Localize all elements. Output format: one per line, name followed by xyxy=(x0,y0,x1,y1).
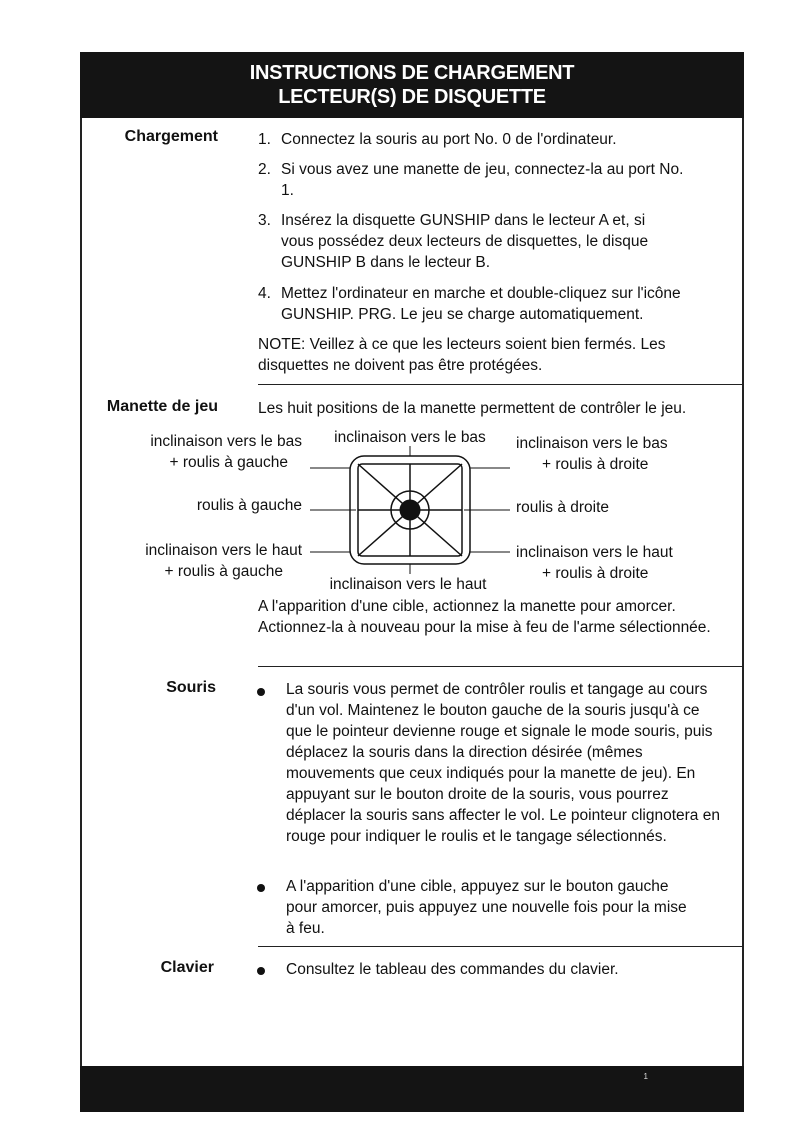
joystick-label-down-right: inclinaison vers le haut xyxy=(516,544,673,561)
section-divider xyxy=(258,384,744,385)
section-label-clavier: Clavier xyxy=(160,959,214,976)
joystick-label-down-right-roll: + roulis à droite xyxy=(542,565,649,582)
section-label-manette: Manette de jeu xyxy=(106,398,218,415)
section-label-souris: Souris xyxy=(166,679,216,696)
page-header xyxy=(80,52,744,118)
step-text: Connectez la souris au port No. 0 de l'ordinateur. xyxy=(281,131,617,148)
souris-bullet-text: A l'apparition d'une cible, appuyez sur le bouton gauche pour amorcer, puis appuyez une nouvelle fois pour la mise à feu. xyxy=(286,878,687,937)
section-label-chargement: Chargement xyxy=(124,128,218,145)
note-text: NOTE: Veillez à ce que les lecteurs soient bien fermés. Les disquettes ne doivent pas être protégées. xyxy=(258,336,666,374)
joystick-label-down-left-roll: + roulis à gauche xyxy=(164,563,283,580)
joystick-label-up-left-roll: + roulis à gauche xyxy=(169,454,288,471)
joystick-label-up-left: inclinaison vers le bas xyxy=(150,433,302,450)
joystick-label-up: inclinaison vers le bas xyxy=(334,429,486,446)
step-text: Insérez la disquette GUNSHIP dans le lecteur A et, si vous possédez deux lecteurs de disquettes, le disque GUNSHIP B dans le lecteur B. xyxy=(281,212,649,271)
joystick-diagram xyxy=(300,440,520,580)
joystick-label-down: inclinaison vers le haut xyxy=(329,576,487,593)
joystick-label-down-left: inclinaison vers le haut xyxy=(145,542,302,559)
joystick-label-up-right: inclinaison vers le bas xyxy=(516,435,668,452)
clavier-bullet-text: Consultez le tableau des commandes du clavier. xyxy=(286,961,619,978)
step-text: Si vous avez une manette de jeu, connectez-la au port No. 1. xyxy=(281,161,684,199)
bullet-point xyxy=(257,967,265,975)
header-title-line-2: LECTEUR(S) DE DISQUETTE xyxy=(278,86,546,108)
page-footer xyxy=(80,1066,744,1112)
step-number: 2. xyxy=(258,161,271,178)
joystick-label-up-right-roll: + roulis à droite xyxy=(542,456,649,473)
souris-bullet-text: La souris vous permet de contrôler roulis et tangage au cours d'un vol. Maintenez le bouton gauche de la souris jusqu'à ce que le pointeur devienne rouge et signale le mode souris, puis déplacez la souris dans la direction désirée (mêmes mouvements que ceux indiqués pour la manette de jeu). En appuyant sur le bouton droite de la souris, vous pourrez déplacer la souris sans affecter le vol. Le pointeur clignotera en rouge pour indiquer le roulis et le tangage sélectionnés. xyxy=(286,681,720,845)
joystick-label-right: roulis à droite xyxy=(516,499,610,516)
bullet-point xyxy=(257,688,265,696)
step-number: 1. xyxy=(258,131,271,148)
section-divider xyxy=(258,666,744,667)
step-number: 4. xyxy=(258,285,271,302)
step-text: Mettez l'ordinateur en marche et double-cliquez sur l'icône GUNSHIP. PRG. Le jeu se charge automatiquement. xyxy=(281,285,681,323)
step-number: 3. xyxy=(258,212,271,229)
section-divider xyxy=(258,946,744,947)
joystick-label-left: roulis à gauche xyxy=(196,497,302,514)
manette-intro-text: Les huit positions de la manette permettent de contrôler le jeu. xyxy=(258,400,687,417)
bullet-point xyxy=(257,884,265,892)
manette-outro-text: A l'apparition d'une cible, actionnez la manette pour amorcer. Actionnez-la à nouveau pour la mise à feu de l'arme sélectionnée. xyxy=(258,598,711,636)
footer-mark: 1 xyxy=(643,1072,648,1081)
header-title-line-1: INSTRUCTIONS DE CHARGEMENT xyxy=(249,62,575,84)
